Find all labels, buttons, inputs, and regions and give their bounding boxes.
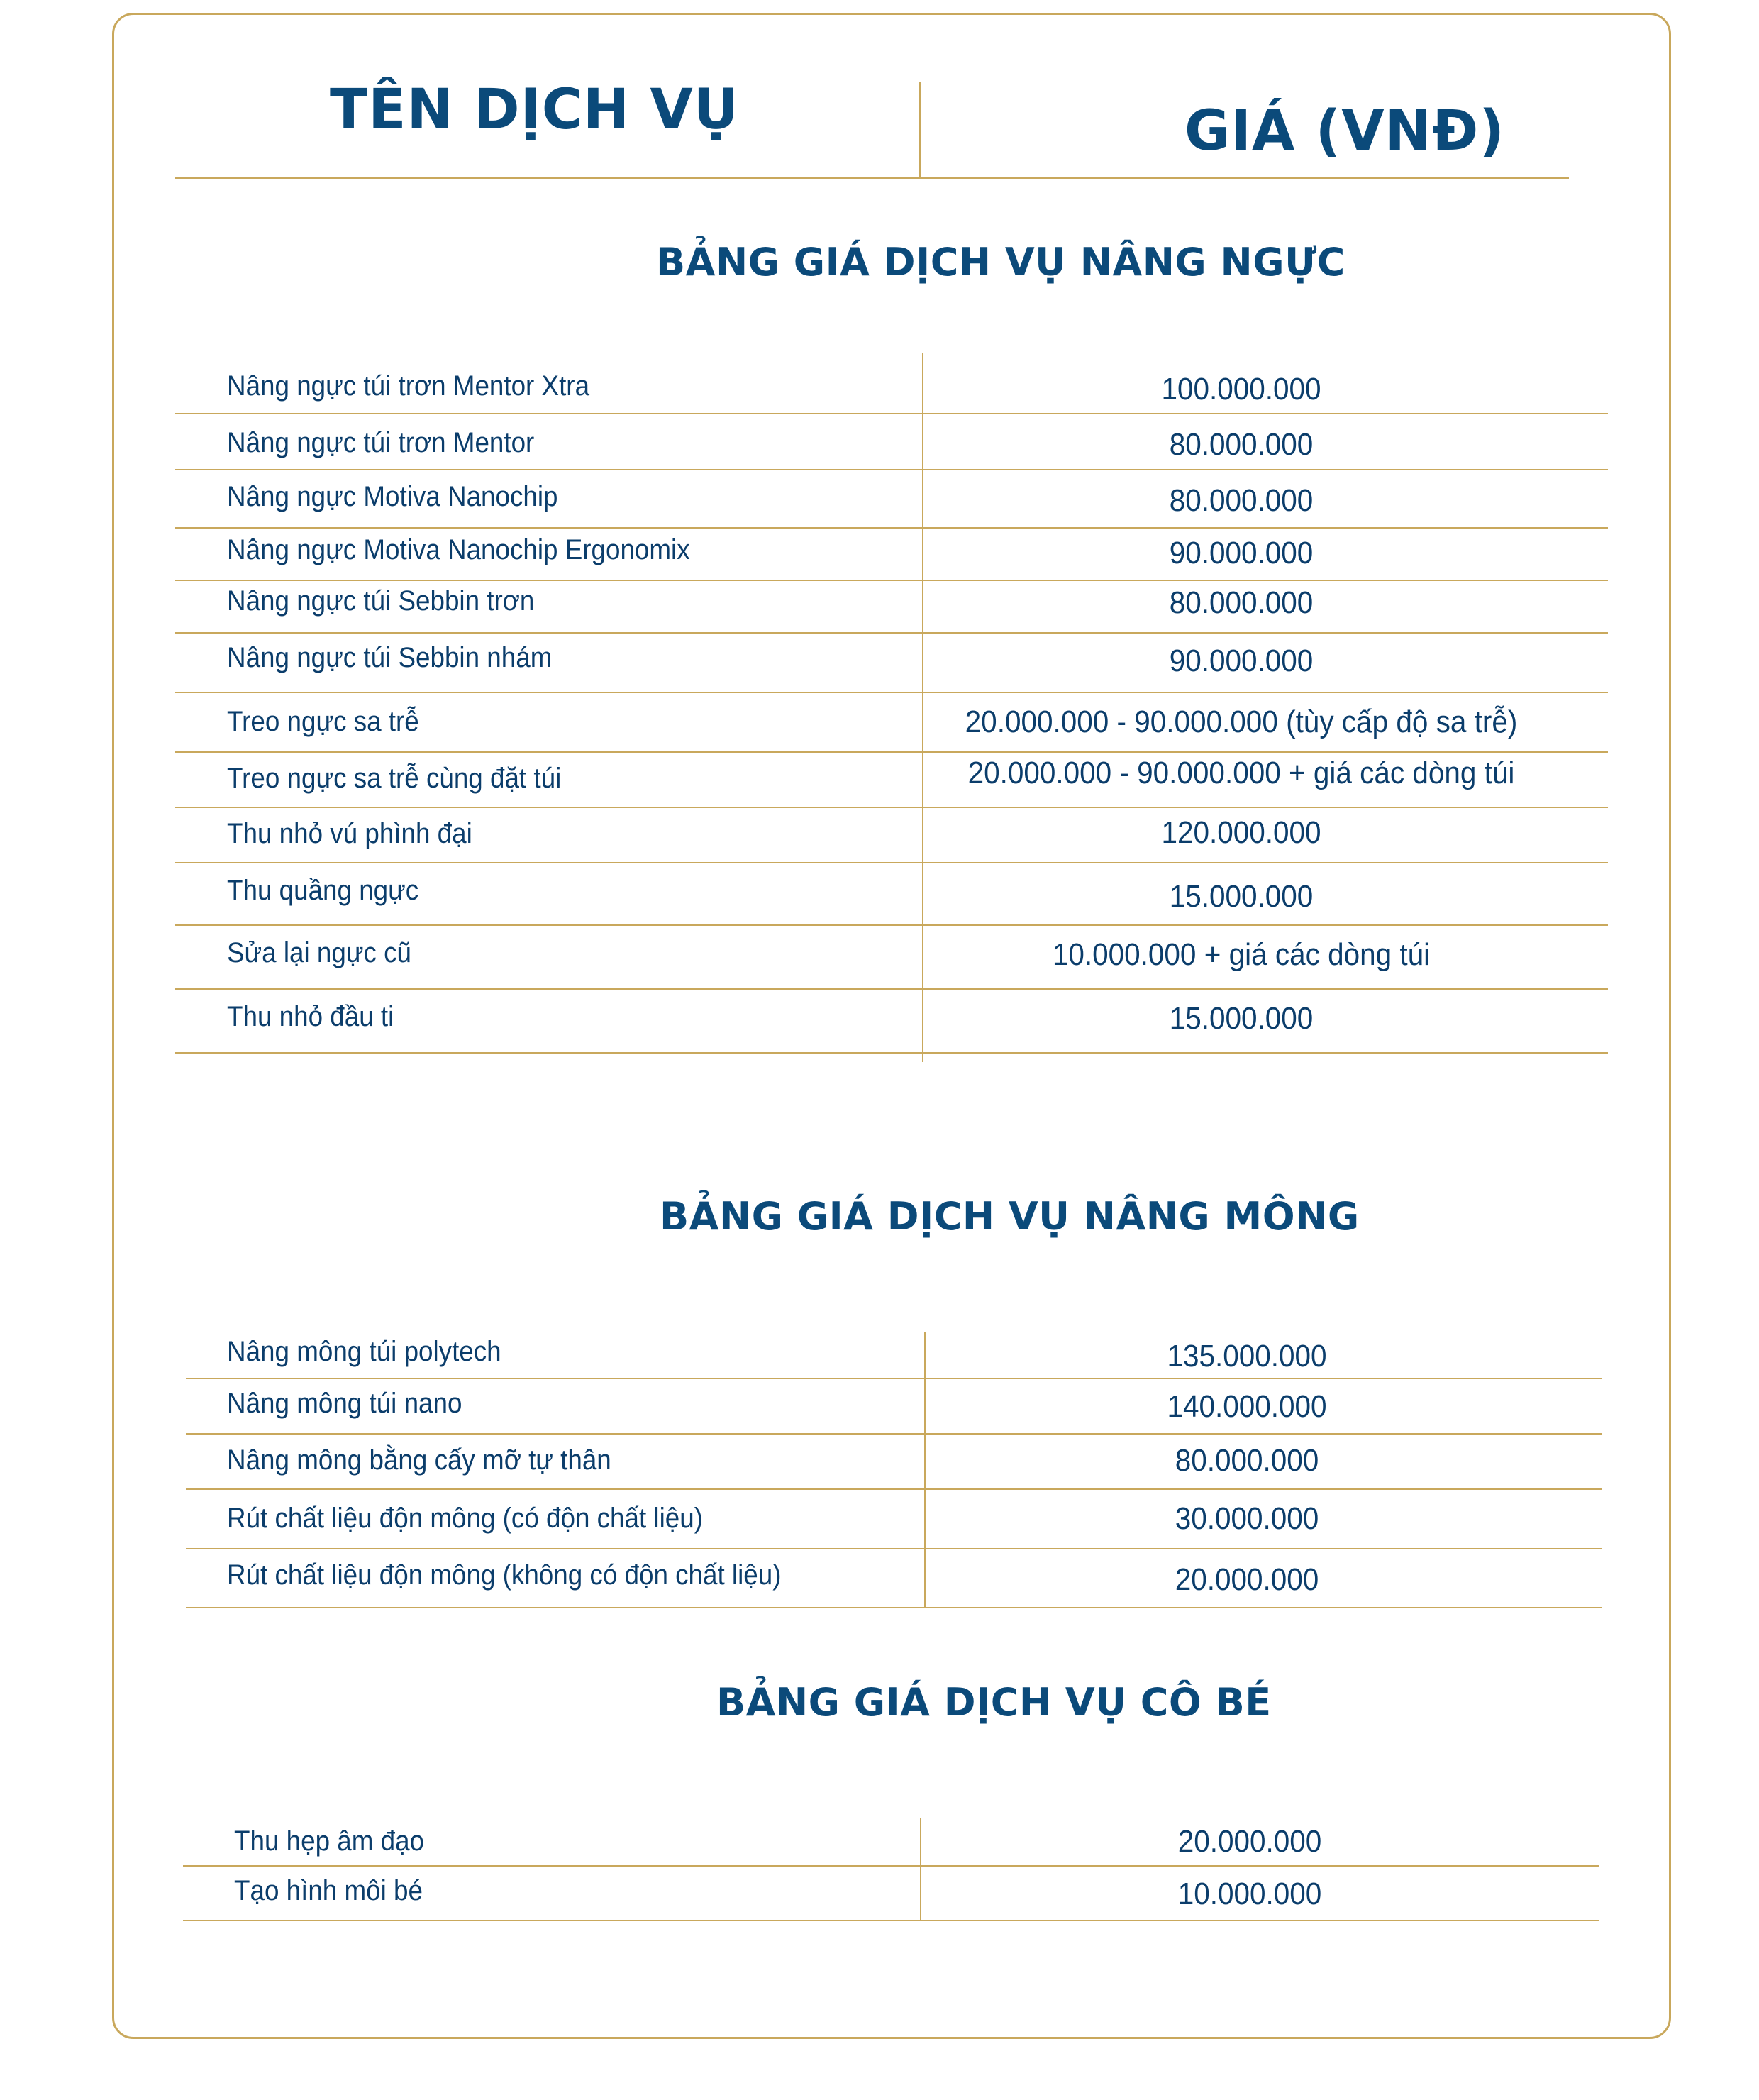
service-name: Thu hẹp âm đạo [234,1825,425,1857]
service-price: 20.000.000 [1175,1562,1319,1597]
table-row [175,990,1608,1054]
service-name: Nâng mông bằng cấy mỡ tự thân [227,1444,611,1476]
service-name: Thu nhỏ đầu ti [227,1001,394,1032]
table-row [175,414,1608,470]
service-price: 135.000.000 [1167,1339,1327,1374]
service-price: 80.000.000 [1169,585,1314,620]
service-price: 140.000.000 [1167,1389,1327,1424]
service-price: 80.000.000 [1169,427,1314,462]
service-name: Nâng ngực túi Sebbin trơn [227,585,535,617]
service-name: Thu quầng ngực [227,875,419,906]
table-row [186,1490,1602,1549]
column-header-price: GIÁ (VNĐ) [1184,99,1505,163]
table-row [175,470,1608,529]
table-row [186,1549,1602,1608]
service-name: Rút chất liệu độn mông (không có độn chất liệu) [227,1559,782,1591]
service-name: Nâng ngực Motiva Nanochip [227,481,558,512]
table-row [183,1818,1599,1867]
service-name: Nâng ngực Motiva Nanochip Ergonomix [227,534,690,565]
table-row [186,1379,1602,1435]
table-row [175,634,1608,693]
table-row [186,1435,1602,1490]
service-name: Nâng ngực túi trơn Mentor Xtra [227,370,590,402]
service-name: Thu nhỏ vú phình đại [227,818,472,849]
service-name: Tạo hình môi bé [234,1875,423,1906]
service-name: Nâng mông túi polytech [227,1336,501,1367]
table-row [175,753,1608,808]
service-price: 80.000.000 [1169,483,1314,518]
service-price: 90.000.000 [1169,536,1314,570]
service-price: 30.000.000 [1175,1501,1319,1536]
service-price: 15.000.000 [1169,879,1314,914]
table-row [186,1332,1602,1379]
service-name: Nâng ngực túi Sebbin nhám [227,642,553,673]
service-price: 20.000.000 [1177,1824,1322,1859]
service-price: 90.000.000 [1169,643,1314,678]
header-underline [175,177,1569,179]
service-price: 120.000.000 [1161,815,1321,850]
service-name: Sửa lại ngực cũ [227,937,411,968]
column-header-service: TÊN DỊCH VỤ [330,78,740,142]
table-row [183,1867,1599,1921]
service-price: 20.000.000 - 90.000.000 + giá các dòng túi [967,756,1515,790]
service-price: 100.000.000 [1161,372,1321,407]
service-name: Nâng ngực túi trơn Mentor [227,427,535,458]
header-divider [919,82,921,179]
service-price: 10.000.000 [1177,1877,1322,1911]
service-name: Treo ngực sa trễ cùng đặt túi [227,763,562,794]
service-price: 20.000.000 - 90.000.000 (tùy cấp độ sa trễ) [965,704,1518,739]
service-price: 10.000.000 + giá các dòng túi [1052,937,1431,972]
service-name: Nâng mông túi nano [227,1388,462,1419]
table-row [175,581,1608,634]
table-row [175,863,1608,926]
section-title-breast: BẢNG GIÁ DỊCH VỤ NÂNG NGỰC [656,240,1345,284]
service-price: 80.000.000 [1175,1443,1319,1478]
section-title-intimate: BẢNG GIÁ DỊCH VỤ CÔ BÉ [716,1680,1272,1725]
service-price: 15.000.000 [1169,1001,1314,1036]
service-name: Treo ngực sa trễ [227,706,419,737]
service-name: Rút chất liệu độn mông (có độn chất liệu) [227,1503,703,1534]
table-row [175,808,1608,863]
table-row [175,926,1608,990]
table-row [175,529,1608,581]
table-row [175,693,1608,753]
section-title-buttocks: BẢNG GIÁ DỊCH VỤ NÂNG MÔNG [660,1194,1360,1239]
table-row [175,353,1608,414]
